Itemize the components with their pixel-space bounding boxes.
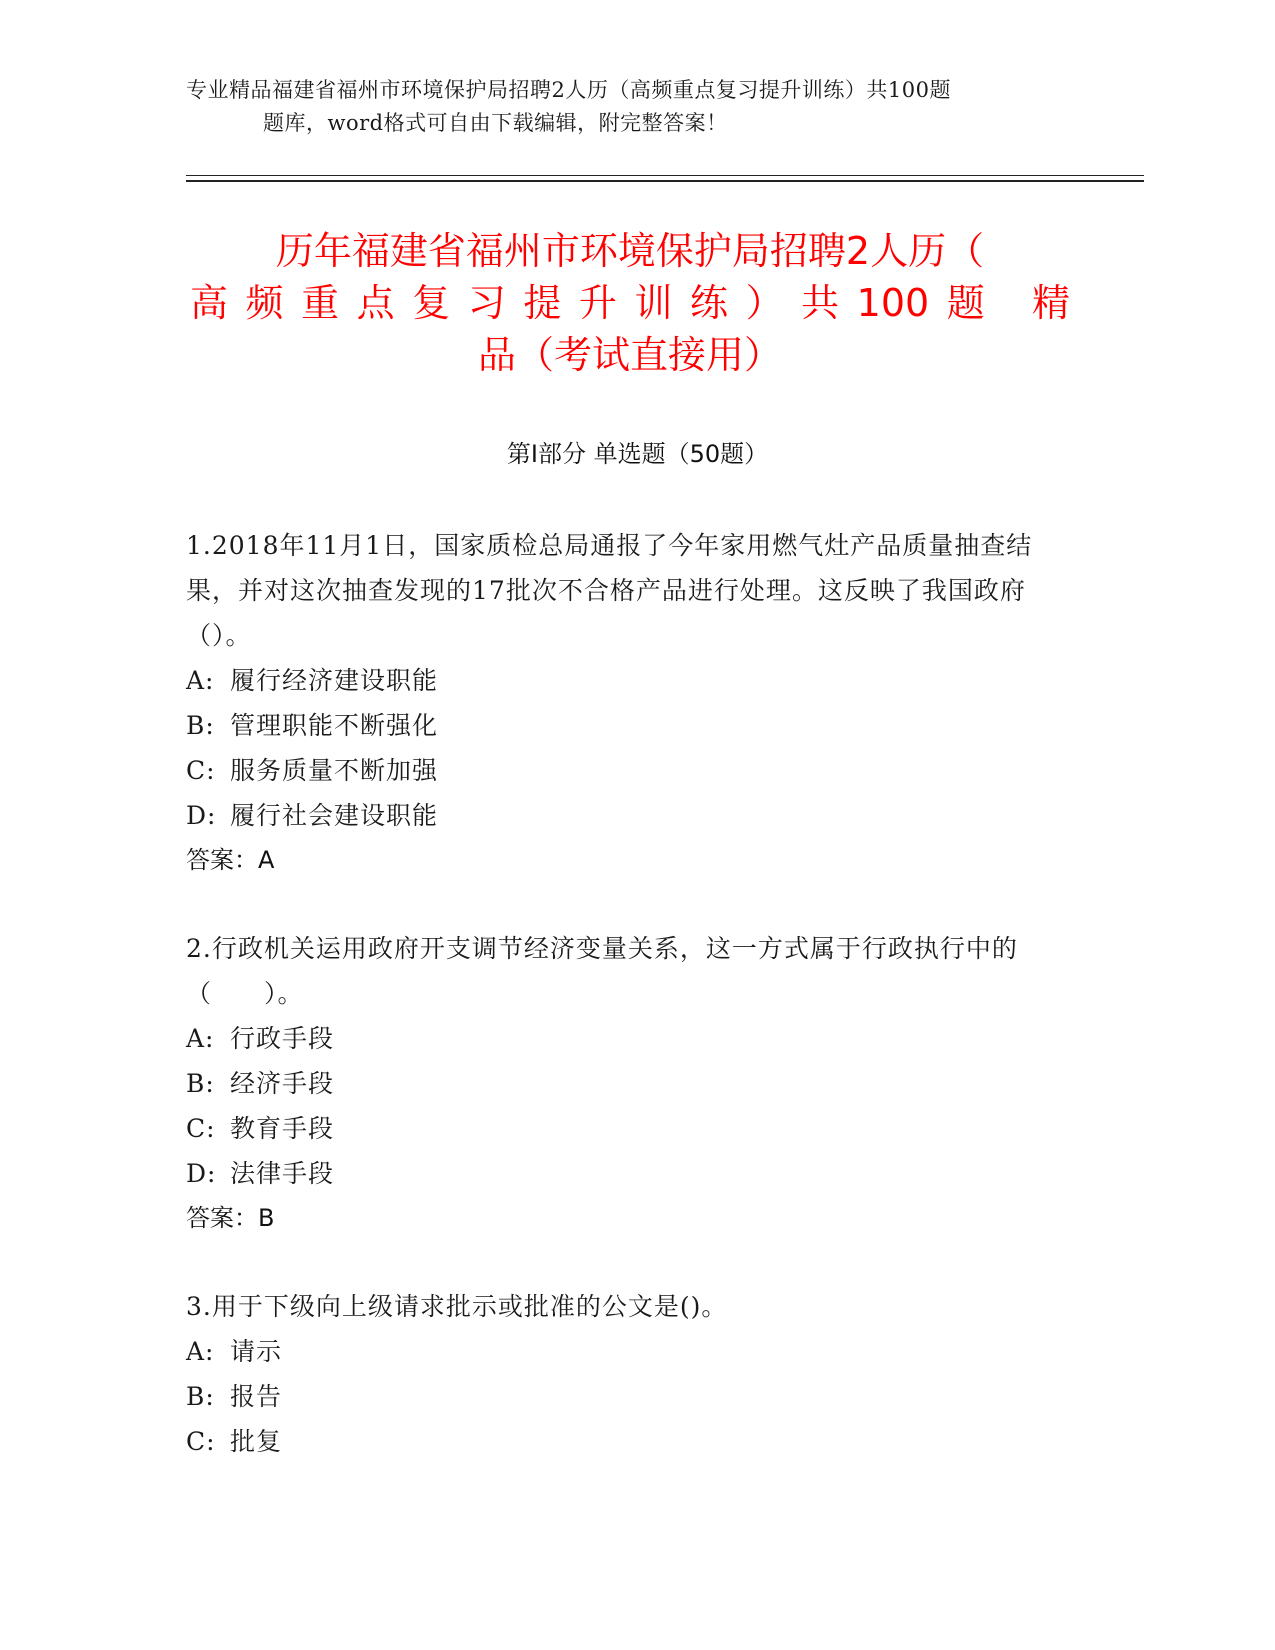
- option-c: [186, 1106, 1076, 1151]
- question-2: [186, 926, 1076, 1241]
- option-letter: D:: [186, 1159, 217, 1188]
- question-stem: 3.用于下级向上级请求批示或批准的公文是()。: [186, 1292, 728, 1321]
- title-line-2-right: 精: [1031, 281, 1070, 325]
- option-text: 行政手段: [230, 1024, 335, 1053]
- option-b: [186, 703, 1076, 748]
- option-letter: A:: [186, 1337, 215, 1366]
- header-divider-thin: [186, 175, 1144, 176]
- question-list: [186, 523, 1076, 1507]
- option-c: [186, 748, 1076, 793]
- option-text: 法律手段: [230, 1159, 335, 1188]
- header-note: [186, 74, 1086, 140]
- question-stem: 2.行政机关运用政府开支调节经济变量关系，这一方式属于行政执行中的（ ）。: [186, 934, 1018, 1008]
- option-text: 管理职能不断强化: [230, 711, 439, 740]
- header-divider-thick: [186, 180, 1144, 182]
- answer-line: 答案：B: [186, 1204, 275, 1232]
- option-letter: B:: [186, 1382, 215, 1411]
- option-letter: C:: [186, 1114, 216, 1143]
- option-text: 教育手段: [230, 1114, 335, 1143]
- option-b: [186, 1374, 1076, 1419]
- option-d: [186, 793, 1076, 838]
- option-letter: B:: [186, 1069, 215, 1098]
- option-text: 请示: [230, 1337, 283, 1366]
- option-text: 批复: [230, 1427, 283, 1456]
- title-line-1: 历年福建省福州市环境保护局招聘2人历（: [275, 229, 985, 273]
- question-stem: 1.2018年11月1日，国家质检总局通报了今年家用燃气灶产品质量抽查结果，并对这次抽查发现的17批次不合格产品进行处理。这反映了我国政府（）。: [186, 531, 1033, 650]
- option-letter: B:: [186, 711, 215, 740]
- option-text: 服务质量不断加强: [230, 756, 439, 785]
- option-letter: A:: [186, 666, 215, 695]
- header-line-2: 题库，word格式可自由下载编辑，附完整答案！: [263, 111, 728, 135]
- option-text: 报告: [230, 1382, 283, 1411]
- header-line-1: 专业精品福建省福州市环境保护局招聘2人历（高频重点复习提升训练）共100题: [186, 78, 951, 102]
- question-1: [186, 523, 1076, 883]
- option-letter: D:: [186, 801, 217, 830]
- option-a: [186, 658, 1076, 703]
- title-line-3: 品（考试直接用）: [477, 333, 782, 377]
- title-line-2: [190, 277, 1070, 329]
- option-letter: C:: [186, 756, 216, 785]
- option-d: [186, 1151, 1076, 1196]
- question-3: [186, 1284, 1076, 1464]
- option-a: [186, 1016, 1076, 1061]
- answer-line: 答案：A: [186, 846, 275, 874]
- option-text: 经济手段: [230, 1069, 335, 1098]
- section-title: 第Ⅰ部分 单选题（50题）: [506, 440, 769, 468]
- option-text: 履行社会建设职能: [230, 801, 439, 830]
- option-c: [186, 1419, 1076, 1464]
- option-letter: A:: [186, 1024, 215, 1053]
- title-line-2-left: 高频重点复习提升训练）共100题: [190, 281, 1003, 325]
- option-text: 履行经济建设职能: [230, 666, 439, 695]
- option-b: [186, 1061, 1076, 1106]
- option-letter: C:: [186, 1427, 216, 1456]
- option-a: [186, 1329, 1076, 1374]
- document-title: [190, 225, 1070, 381]
